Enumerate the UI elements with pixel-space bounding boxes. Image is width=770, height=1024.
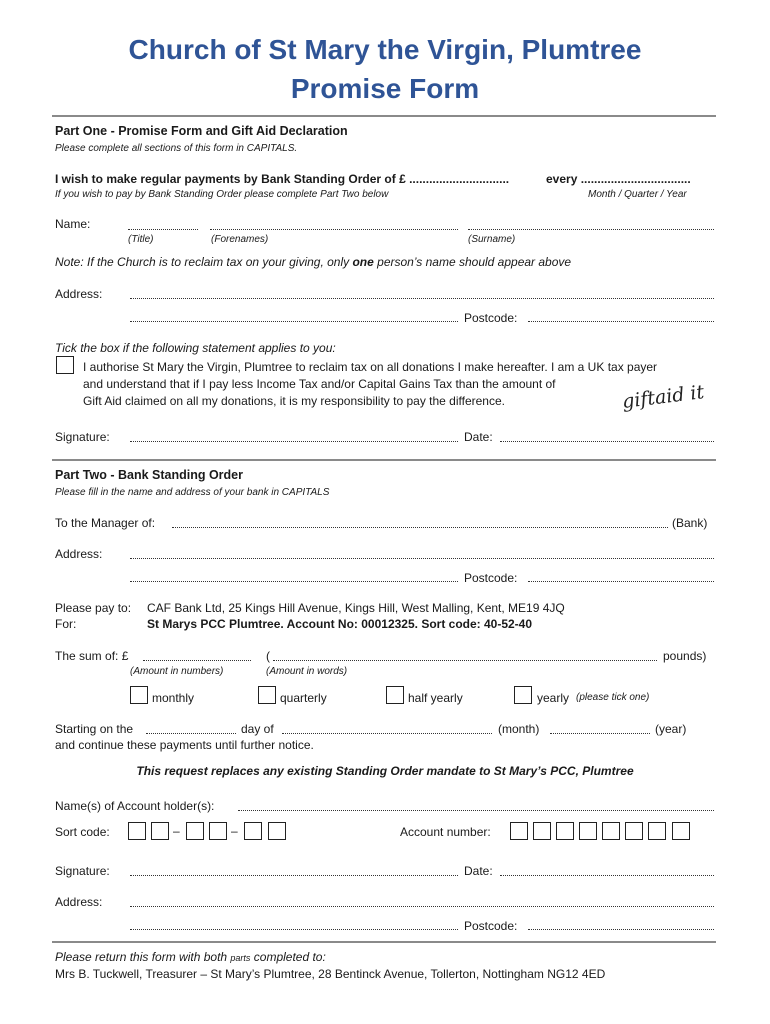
bank-postcode-label: Postcode:: [464, 571, 518, 585]
bank-address-field-line-1[interactable]: [130, 558, 714, 559]
giftaid-logo: giftaid it: [620, 381, 706, 413]
payment-frequency-field[interactable]: every .................................: [546, 172, 691, 186]
bank-signature-field[interactable]: [130, 875, 458, 876]
note-prefix: Note: If the Church is to reclaim tax on your giving, only: [55, 255, 353, 269]
title-hint: (Title): [128, 234, 154, 245]
quarterly-checkbox[interactable]: [258, 686, 276, 704]
pounds-suffix: pounds): [663, 649, 707, 663]
monthly-checkbox[interactable]: [130, 686, 148, 704]
month-suffix: (month): [498, 722, 540, 736]
return-suffix: completed to:: [250, 950, 326, 964]
signature-label: Signature:: [55, 430, 110, 444]
date-label: Date:: [464, 430, 493, 444]
account-holders-label: Name(s) of Account holder(s):: [55, 799, 215, 813]
bank-address-field-line-2[interactable]: [130, 581, 458, 582]
giftaid-checkbox[interactable]: [56, 356, 74, 374]
amount-words-field[interactable]: [273, 660, 657, 661]
account-number-digit-4[interactable]: [579, 822, 597, 840]
account-number-digit-5[interactable]: [602, 822, 620, 840]
account-number-digit-1[interactable]: [510, 822, 528, 840]
account-number-label: Account number:: [400, 825, 491, 839]
manager-label: To the Manager of:: [55, 516, 156, 530]
continue-text: and continue these payments until further notice.: [55, 738, 314, 752]
bank-date-label: Date:: [464, 864, 493, 878]
half-yearly-label: half yearly: [408, 691, 463, 705]
bank-name-field[interactable]: [172, 527, 668, 528]
part-two-heading: Part Two - Bank Standing Order: [55, 468, 243, 482]
bank-suffix: (Bank): [672, 516, 708, 530]
title-field[interactable]: [128, 229, 198, 230]
start-year-field[interactable]: [550, 733, 650, 734]
account-number-digit-6[interactable]: [625, 822, 643, 840]
return-address: Mrs B. Tuckwell, Treasurer – St Mary’s Plumtree, 28 Bentinck Avenue, Tollerton, Nottingham NG12 4ED: [55, 967, 606, 981]
surname-hint: (Surname): [468, 234, 516, 245]
account-holders-field[interactable]: [238, 810, 714, 811]
address-field-line-1[interactable]: [130, 298, 714, 299]
holder-address-field-line-2[interactable]: [130, 929, 458, 930]
address-label: Address:: [55, 287, 103, 301]
surname-field[interactable]: [468, 229, 714, 230]
form-title-line-1: Church of St Mary the Virgin, Plumtree: [128, 34, 642, 65]
sort-code-digit-5[interactable]: [244, 822, 262, 840]
account-number-digit-8[interactable]: [672, 822, 690, 840]
divider: [52, 941, 716, 943]
sort-code-digit-1[interactable]: [128, 822, 146, 840]
sort-code-digit-4[interactable]: [209, 822, 227, 840]
payment-amount-field[interactable]: I wish to make regular payments by Bank Standing Order of £ ..............................: [55, 172, 510, 186]
tick-one-hint: (please tick one): [576, 692, 650, 703]
pay-to-value: CAF Bank Ltd, 25 Kings Hill Avenue, Kings Hill, West Malling, Kent, ME19 4JQ: [147, 601, 565, 615]
yearly-checkbox[interactable]: [514, 686, 532, 704]
name-label: Name:: [55, 217, 91, 231]
declaration-line-1: I authorise St Mary the Virgin, Plumtree to reclaim tax on all donations I make hereafter. I am a UK tax payer: [83, 360, 658, 374]
day-of-label: day of: [241, 722, 274, 736]
return-parts: parts: [230, 953, 251, 963]
bank-address-label: Address:: [55, 547, 103, 561]
one-name-note: [55, 255, 571, 269]
sum-label: The sum of: £: [55, 649, 129, 663]
forenames-hint: (Forenames): [211, 234, 269, 245]
account-number-digit-3[interactable]: [556, 822, 574, 840]
return-instruction: [55, 950, 326, 964]
for-value: St Marys PCC Plumtree. Account No: 00012325. Sort code: 40-52-40: [147, 617, 533, 631]
half-yearly-checkbox[interactable]: [386, 686, 404, 704]
amount-words-hint: (Amount in words): [266, 666, 348, 677]
sort-code-label: Sort code:: [55, 825, 110, 839]
replaces-mandate-note: This request replaces any existing Standing Order mandate to St Mary’s PCC, Plumtree: [136, 764, 634, 778]
start-month-field[interactable]: [282, 733, 492, 734]
holder-postcode-label: Postcode:: [464, 919, 518, 933]
for-label: For:: [55, 617, 77, 631]
sort-code-digit-2[interactable]: [151, 822, 169, 840]
sum-open-paren: (: [266, 649, 270, 663]
holder-postcode-field[interactable]: [528, 929, 714, 930]
sort-code-digit-6[interactable]: [268, 822, 286, 840]
holder-address-field-line-1[interactable]: [130, 906, 714, 907]
note-suffix: person’s name should appear above: [373, 255, 572, 269]
part-two-instruction: Please fill in the name and address of your bank in CAPITALS: [55, 487, 330, 498]
postcode-field[interactable]: [528, 321, 714, 322]
date-field[interactable]: [500, 441, 714, 442]
year-suffix: (year): [655, 722, 687, 736]
account-number-digit-2[interactable]: [533, 822, 551, 840]
sort-code-dash: –: [231, 824, 238, 838]
bank-postcode-field[interactable]: [528, 581, 714, 582]
sort-code-dash: –: [173, 824, 180, 838]
frequency-hint: Month / Quarter / Year: [588, 189, 687, 200]
account-number-digit-7[interactable]: [648, 822, 666, 840]
sort-code-digit-3[interactable]: [186, 822, 204, 840]
amount-numbers-field[interactable]: [143, 660, 251, 661]
bank-date-field[interactable]: [500, 875, 714, 876]
postcode-label: Postcode:: [464, 311, 518, 325]
bank-signature-label: Signature:: [55, 864, 110, 878]
tick-instruction: Tick the box if the following statement applies to you:: [55, 341, 336, 355]
divider: [52, 459, 716, 461]
start-day-field[interactable]: [146, 733, 236, 734]
starting-on-label: Starting on the: [55, 722, 134, 736]
payment-note: If you wish to pay by Bank Standing Order please complete Part Two below: [55, 189, 389, 200]
declaration-line-2: and understand that if I pay less Income Tax and/or Capital Gains Tax than the amount of: [83, 377, 556, 391]
divider: [52, 115, 716, 117]
monthly-label: monthly: [152, 691, 195, 705]
amount-numbers-hint: (Amount in numbers): [130, 666, 224, 677]
yearly-label: yearly: [537, 691, 570, 705]
pay-to-label: Please pay to:: [55, 601, 132, 615]
forenames-field[interactable]: [210, 229, 458, 230]
address-field-line-2[interactable]: [130, 321, 458, 322]
quarterly-label: quarterly: [280, 691, 327, 705]
return-prefix: Please return this form with both: [55, 950, 231, 964]
declaration-line-3: Gift Aid claimed on all my donations, it is my responsibility to pay the difference.: [83, 394, 505, 408]
holder-address-label: Address:: [55, 895, 103, 909]
part-one-instruction: Please complete all sections of this form in CAPITALS.: [55, 143, 298, 154]
note-emphasis: one: [352, 255, 374, 269]
part-one-heading: Part One - Promise Form and Gift Aid Declaration: [55, 124, 348, 138]
signature-field[interactable]: [130, 441, 458, 442]
form-title-line-2: Promise Form: [290, 73, 480, 104]
